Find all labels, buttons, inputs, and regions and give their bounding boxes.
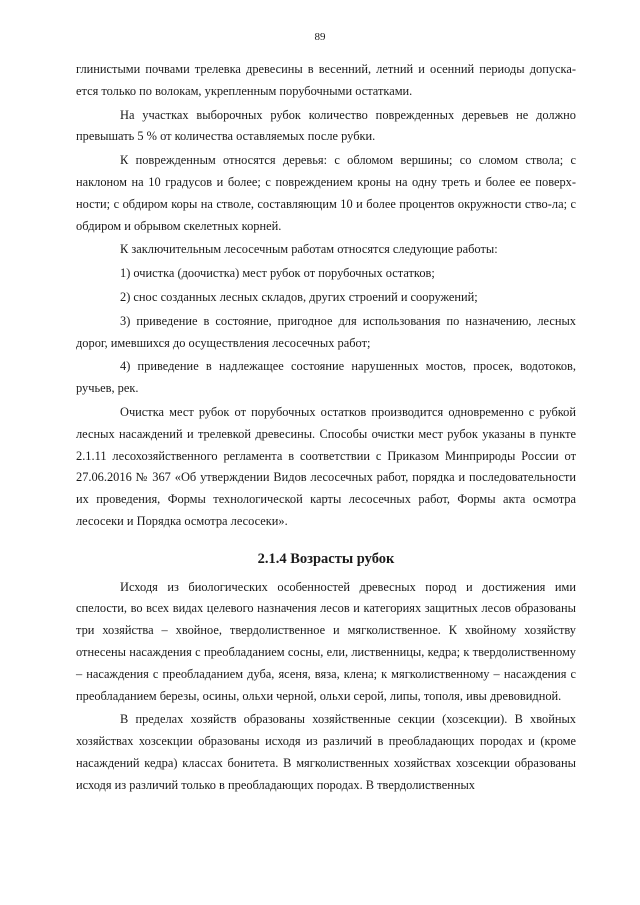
paragraph-damaged-trees-definition: К поврежденным относятся деревья: с обломом вершины; со сломом ствола; с наклоном на 10 градусов и более; с повреждением кроны на одну треть и более ее поверх-ности; с обдиром коры на стволе, составляющим 10 и более процентов окружности ство-ла; с обдиром и обрывом скелетных корней. — [76, 153, 576, 233]
section-heading: 2.1.4 Возрасты рубок — [257, 550, 395, 567]
document-body — [76, 59, 576, 797]
paragraph-cleaning-methods: Очистка мест рубок от порубочных остатков производится одновременно с рубкой лесных насаждений и трелевкой древесины. Способы очистки мест рубок указаны в пункте 2.1.11 лесохозяйственного регламента в соответствии с Приказом Минприроды России от 27.06.2016 № 367 «Об утверждении Видов лесосечных работ, порядка и последовательности их проведения, Формы технологической карты лесосечных работ, Формы акта осмотра лесосеки и Порядка осмотра лесосеки». — [76, 404, 576, 528]
paragraph-economies: Исходя из биологических особенностей древесных пород и достижения ими спелости, во всех видах целевого назначения лесов и категориях защитных лесов образованы три хозяйства – хвойное, твердолиственное и мягколиственное. К хвойному хозяйству отнесены насаждения с преобладанием сосны, ели, лиственницы, кедра; к твердолиственному – насаждения с преобладанием дуба, ясеня, вяза, клена; к мягколиственному – насаждения с преобладанием березы, осины, ольхи черной, ольхи серой, липы, тополя, ивы древовидной. — [76, 579, 576, 703]
paragraph-sections: В пределах хозяйств образованы хозяйственные секции (хозсекции). В хвойных хозяйствах хозсекции образованы исходя из различий в преобладающих породах и (кроме насаждений кедра) классах бонитета. В мягколиственных хозяйствах хозсекции образованы исходя из различий только в преобладающих породах. В твердолиственных — [76, 712, 576, 792]
paragraph-trelevka: глинистыми почвами трелевка древесины в весенний, летний и осенний периоды допуска-ется только по волокам, укрепленным порубочными остатками. — [76, 62, 576, 98]
list-item-4: 4) приведение в надлежащее состояние нарушенных мостов, просек, водотоков, ручьев, рек. — [76, 359, 576, 396]
paragraph-damaged-trees-limit: На участках выборочных рубок количество поврежденных деревьев не должно превышать 5 % от количества оставляемых после рубки. — [76, 107, 576, 144]
page-number: 89 — [314, 31, 326, 43]
list-item-1: 1) очистка (доочистка) мест рубок от порубочных остатков; — [120, 266, 435, 281]
list-item-2: 2) снос созданных лесных складов, других строений и сооружений; — [120, 289, 478, 304]
paragraph-final-works-intro: К заключительным лесосечным работам относятся следующие работы: — [120, 242, 498, 257]
list-item-3: 3) приведение в состояние, пригодное для использования по назначению, лесных дорог, имевшихся до осуществления лесосечных работ; — [76, 313, 576, 350]
